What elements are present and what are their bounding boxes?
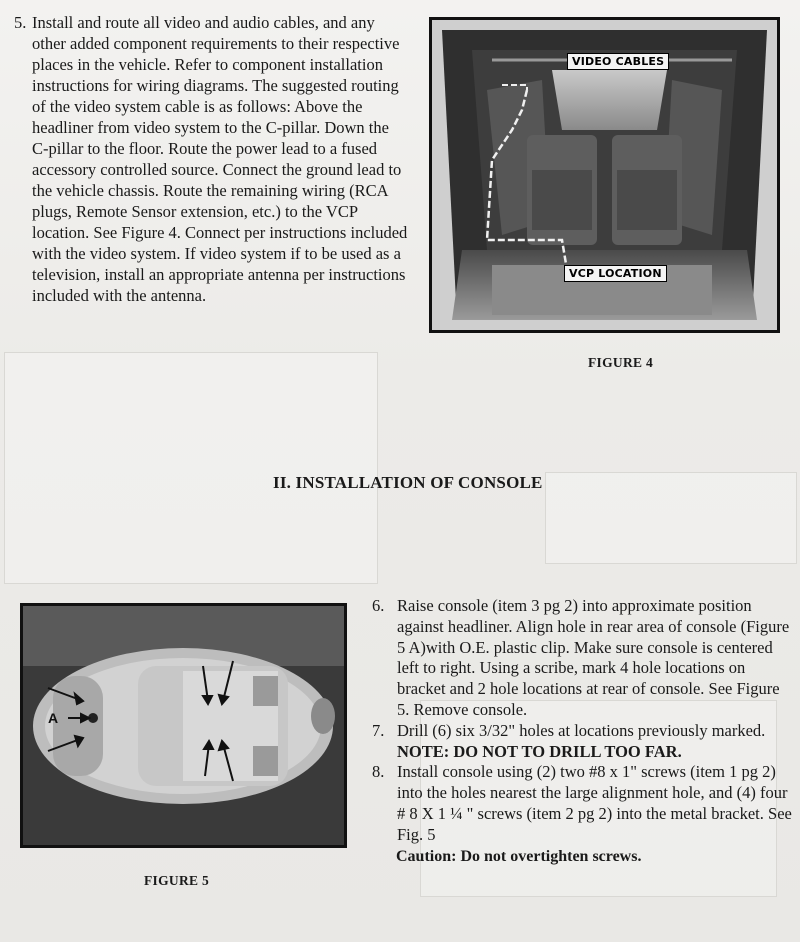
step-number: 8. [372, 762, 385, 782]
show-through-panel [545, 472, 797, 564]
step-number: 6. [372, 596, 385, 615]
step-number: 7. [372, 720, 385, 740]
step-text: Install and route all video and audio cables, and any other added component requirements to their respective places in the vehicle. Refer to component installation instructions for wiring diagrams. The suggested routing of the video system cable is as follows: Above the headliner from video system to the C-pillar. Down the C-pillar to the floor. Route the power lead to a fused accessory controlled source. Connect the ground lead to the vehicle chassis. Route the remaining wiring (RCA plugs, Remote Sensor extension, etc.) to the VCP location. See Figure 4. Connect per instructions included with the video system. If video system if to be used as a television, install an appropriate antenna per instructions included with the antenna. [32, 13, 408, 305]
caution-note: Caution: Do not overtighten screws. [396, 848, 642, 865]
step-5 [14, 12, 409, 306]
video-cables-label: VIDEO CABLES [567, 53, 669, 70]
show-through-panel [4, 352, 378, 584]
steps-list [372, 596, 792, 846]
step-6 [372, 596, 792, 721]
step-text: Install console using (2) two #8 x 1" screws (item 1 pg 2) into the holes nearest the large alignment hole, and (4) four # 8 X 1 ¼ " screws (item 2 pg 2) into the metal bracket. See Fig. 5 [397, 762, 792, 844]
section-heading: II. INSTALLATION OF CONSOLE [273, 473, 543, 492]
step-number: 5. [14, 13, 27, 32]
step-text: Raise console (item 3 pg 2) into approximate position against headliner. Align hole in rear area of console (Figure 5 A)with O.E. plastic clip. Make sure console is centered left to right. Using a scribe, mark 4 hole locations on bracket and 2 hole locations at rear of console. See Figure 5. Remove console. [397, 596, 790, 719]
drill-warning: NOTE: DO NOT TO DRILL TOO FAR. [397, 741, 682, 761]
step-8 [372, 762, 792, 845]
figure-5-photo [20, 603, 347, 848]
figure-4-caption: FIGURE 4 [588, 355, 654, 370]
step-7 [372, 721, 792, 763]
figure-4-photo [429, 17, 780, 333]
console-image [23, 606, 344, 845]
vcp-location-label: VCP LOCATION [564, 265, 667, 282]
marker-a: A [48, 710, 59, 726]
step-text: Drill (6) six 3/32" holes at locations previously marked. [397, 720, 766, 740]
figure-5-caption: FIGURE 5 [144, 873, 210, 888]
